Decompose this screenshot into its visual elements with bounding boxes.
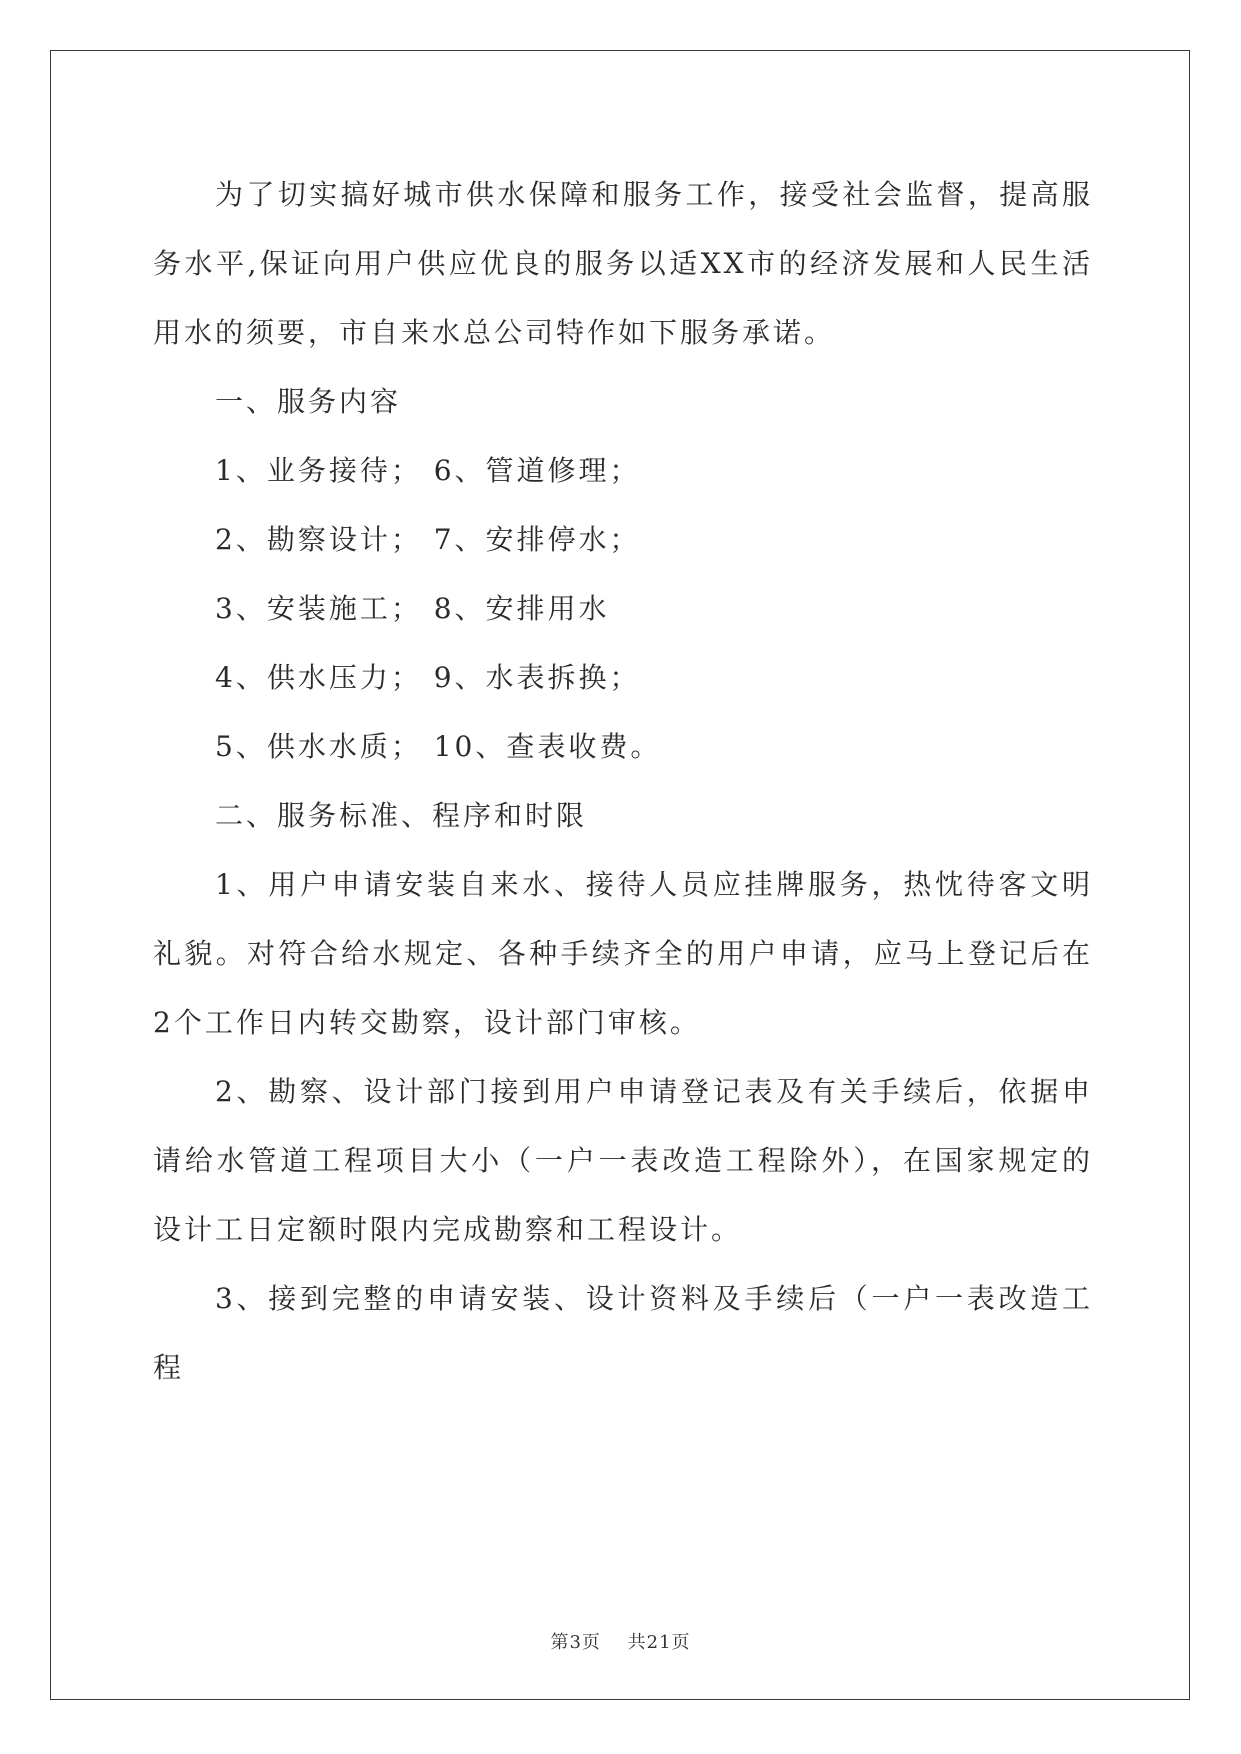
page-footer <box>0 1628 1241 1654</box>
standards-paragraph: 1、用户申请安装自来水、接待人员应挂牌服务，热忱待客文明礼貌。对符合给水规定、各种手续齐全的用户申请，应马上登记后在2个工作日内转交勘察，设计部门审核。 <box>153 868 1093 1039</box>
total-pages: 共21页 <box>627 1632 691 1653</box>
service-list-item: 5、供水水质； 10、查表收费。 <box>215 730 662 763</box>
page-number: 第3页 <box>550 1632 601 1653</box>
service-list-item: 2、勘察设计； 7、安排停水； <box>215 523 641 556</box>
intro-paragraph: 为了切实搞好城市供水保障和服务工作，接受社会监督，提高服务水平,保证向用户供应优良的服务以适XX市的经济发展和人民生活用水的须要，市自来水总公司特作如下服务承诺。 <box>153 178 1093 349</box>
service-list-item: 1、业务接待； 6、管道修理； <box>215 454 641 487</box>
standards-paragraph: 3、接到完整的申请安装、设计资料及手续后（一户一表改造工程 <box>153 1282 1093 1384</box>
service-list-item: 4、供水压力； 9、水表拆换； <box>215 661 641 694</box>
document-body <box>153 160 1093 1402</box>
section-heading-standards: 二、服务标准、程序和时限 <box>215 799 588 832</box>
standards-paragraph: 2、勘察、设计部门接到用户申请登记表及有关手续后，依据申请给水管道工程项目大小（一户一表改造工程除外），在国家规定的设计工日定额时限内完成勘察和工程设计。 <box>153 1075 1093 1246</box>
section-heading-service-content: 一、服务内容 <box>215 385 402 418</box>
service-list-item: 3、安装施工； 8、安排用水 <box>215 592 610 625</box>
